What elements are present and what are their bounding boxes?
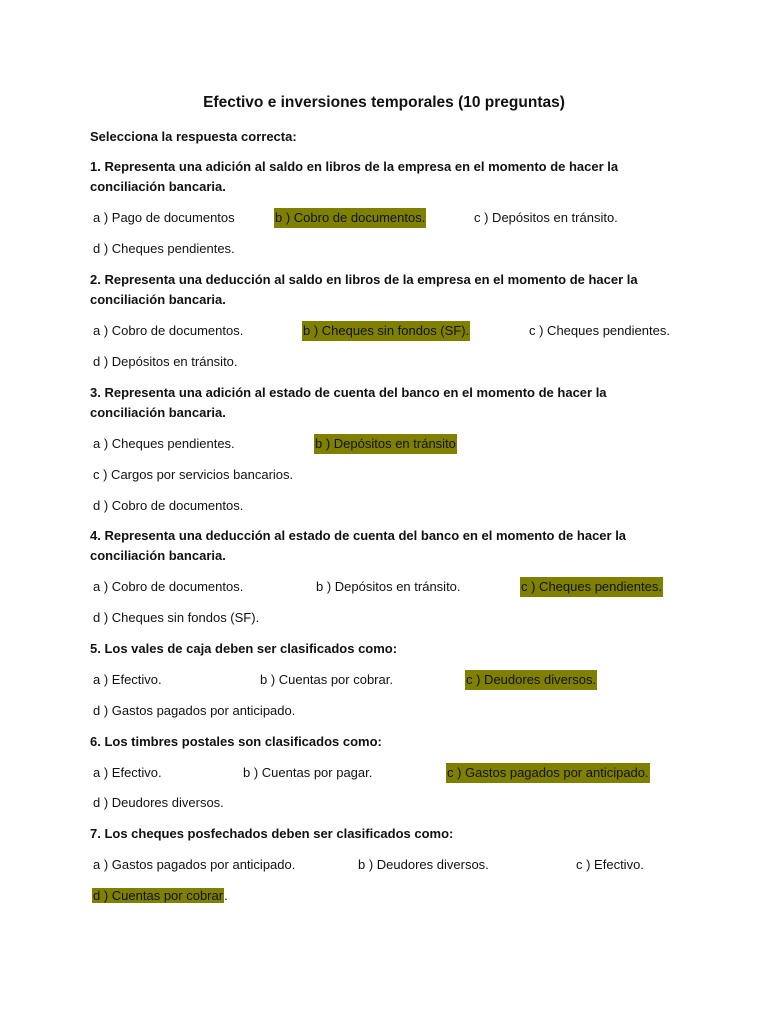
- q2-option-a: a ) Cobro de documentos.: [93, 323, 244, 338]
- question-4-text: 4. Representa una deducción al estado de cuenta del banco en el momento de hacer la: [90, 528, 627, 543]
- q4-option-d: d ) Cheques sin fondos (SF).: [93, 610, 260, 625]
- q4-option-c-correct: c ) Cheques pendientes.: [520, 577, 663, 597]
- q6-option-a: a ) Efectivo.: [93, 765, 162, 780]
- q6-option-c-correct: c ) Gastos pagados por anticipado.: [446, 763, 650, 783]
- q3-option-b-correct: b ) Depósitos en tránsito: [314, 434, 457, 454]
- instruction: Selecciona la respuesta correcta:: [90, 129, 297, 144]
- question-6-text: 6. Los timbres postales son clasificados como:: [90, 734, 382, 749]
- q5-option-c-correct: c ) Deudores diversos.: [465, 670, 597, 690]
- q1-option-d: d ) Cheques pendientes.: [93, 241, 235, 256]
- q5-option-d: d ) Gastos pagados por anticipado.: [93, 703, 296, 718]
- q7-option-b: b ) Deudores diversos.: [358, 857, 489, 872]
- question-4-text-cont: conciliación bancaria.: [90, 548, 226, 563]
- question-2-text: 2. Representa una deducción al saldo en libros de la empresa en el momento de hacer la: [90, 272, 638, 287]
- question-1-text: 1. Representa una adición al saldo en libros de la empresa en el momento de hacer la: [90, 159, 619, 174]
- question-7-text: 7. Los cheques posfechados deben ser clasificados como:: [90, 826, 454, 841]
- q5-option-a: a ) Efectivo.: [93, 672, 162, 687]
- q6-option-b: b ) Cuentas por pagar.: [243, 765, 373, 780]
- q4-option-b: b ) Depósitos en tránsito.: [316, 579, 461, 594]
- q7-option-d-period: .: [224, 888, 228, 903]
- q2-option-d: d ) Depósitos en tránsito.: [93, 354, 238, 369]
- question-5-text: 5. Los vales de caja deben ser clasificados como:: [90, 641, 398, 656]
- q3-option-d: d ) Cobro de documentos.: [93, 498, 244, 513]
- q7-option-c: c ) Efectivo.: [576, 857, 644, 872]
- q3-option-a: a ) Cheques pendientes.: [93, 436, 235, 451]
- q2-option-c: c ) Cheques pendientes.: [529, 323, 670, 338]
- q1-option-c: c ) Depósitos en tránsito.: [474, 210, 618, 225]
- q1-option-b-correct: b ) Cobro de documentos.: [274, 208, 426, 228]
- document-title: Efectivo e inversiones temporales (10 preguntas): [203, 94, 565, 111]
- q3-option-c: c ) Cargos por servicios bancarios.: [93, 467, 294, 482]
- q7-option-d-line: [92, 886, 228, 906]
- q4-option-a: a ) Cobro de documentos.: [93, 579, 244, 594]
- question-2-text-cont: conciliación bancaria.: [90, 292, 226, 307]
- q7-option-a: a ) Gastos pagados por anticipado.: [93, 857, 296, 872]
- question-1-text-cont: conciliación bancaria.: [90, 179, 226, 194]
- q7-option-d-correct: d ) Cuentas por cobrar: [93, 888, 224, 903]
- q6-option-d: d ) Deudores diversos.: [93, 795, 224, 810]
- q5-option-b: b ) Cuentas por cobrar.: [260, 672, 393, 687]
- q1-option-a: a ) Pago de documentos: [93, 210, 235, 225]
- question-3-text-cont: conciliación bancaria.: [90, 405, 226, 420]
- question-3-text: 3. Representa una adición al estado de cuenta del banco en el momento de hacer la: [90, 385, 607, 400]
- q2-option-b-correct: b ) Cheques sin fondos (SF).: [302, 321, 470, 341]
